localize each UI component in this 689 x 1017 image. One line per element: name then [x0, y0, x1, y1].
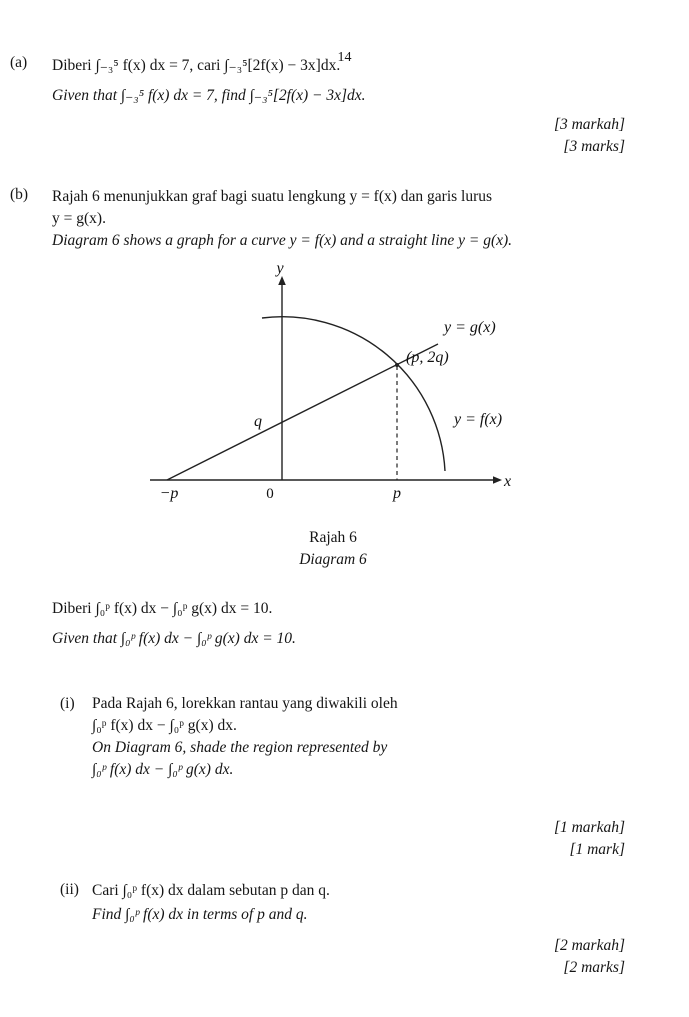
question-a	[10, 54, 625, 158]
origin-label: 0	[266, 486, 274, 502]
given-malay: Diberi ∫₀ᵖ f(x) dx − ∫₀ᵖ g(x) dx = 10.	[52, 600, 273, 617]
intersection-point	[395, 363, 399, 367]
question-b-ii-body	[92, 879, 625, 927]
diagram-6-container	[150, 262, 516, 571]
marks-english: [2 marks]	[563, 959, 625, 976]
page-number: 14	[337, 50, 352, 65]
neg-p-label: −p	[159, 485, 179, 502]
b-ii-malay: Cari ∫₀ᵖ f(x) dx dalam sebutan p dan q.	[92, 882, 330, 899]
question-b-intro-english: Diagram 6 shows a graph for a curve y = f(x) and a straight line y = g(x).	[52, 232, 513, 249]
y-axis-label: y	[276, 260, 284, 277]
p-label: p	[393, 485, 401, 502]
question-a-text-english: Given that ∫₋₃⁵ f(x) dx = 7, find ∫₋₃⁵[2f(x) − 3x]dx.	[52, 87, 366, 104]
marks-english: [3 marks]	[563, 138, 625, 155]
question-b-ii-label: (ii)	[60, 881, 79, 898]
diagram-caption-malay: Rajah 6	[309, 529, 357, 546]
curve-f	[262, 317, 445, 471]
question-b-i	[52, 693, 625, 781]
question-b-i-label: (i)	[60, 695, 75, 712]
point-p-2q-label: (p, 2q)	[406, 349, 449, 366]
question-b-ii	[52, 879, 625, 927]
marks-english: [1 mark]	[569, 841, 625, 858]
question-b-ii-marks	[52, 935, 625, 979]
b-ii-english: Find ∫₀ᵖ f(x) dx in terms of p and q.	[92, 906, 308, 923]
b-i-english-1: On Diagram 6, shade the region represented by	[92, 739, 388, 756]
marks-malay: [2 markah]	[553, 937, 625, 954]
b-i-english-2: ∫₀ᵖ f(x) dx − ∫₀ᵖ g(x) dx.	[92, 761, 234, 778]
exam-page	[0, 50, 689, 1017]
marks-malay: [3 markah]	[553, 116, 625, 133]
b-i-malay-1: Pada Rajah 6, lorekkan rantau yang diwakili oleh	[92, 695, 398, 712]
question-b-i-body	[92, 693, 625, 781]
line-g-label: y = g(x)	[444, 319, 496, 336]
question-a-label: (a)	[10, 54, 28, 71]
question-a-text-malay: Diberi ∫₋₃⁵ f(x) dx = 7, cari ∫₋₃⁵[2f(x) − 3x]dx.	[52, 57, 341, 74]
question-a-body	[52, 54, 625, 158]
given-english: Given that ∫₀ᵖ f(x) dx − ∫₀ᵖ g(x) dx = 10.	[52, 630, 296, 647]
question-a-marks	[52, 114, 625, 158]
diagram-caption-english: Diagram 6	[299, 551, 367, 568]
question-b-intro-malay-1: Rajah 6 menunjukkan graf bagi suatu lengkung y = f(x) dan garis lurus	[52, 188, 493, 205]
curve-f-label: y = f(x)	[454, 411, 503, 428]
b-i-malay-2: ∫₀ᵖ f(x) dx − ∫₀ᵖ g(x) dx.	[92, 717, 237, 734]
question-b-i-marks	[52, 817, 625, 861]
marks-malay: [1 markah]	[553, 819, 625, 836]
question-b-label: (b)	[10, 186, 29, 203]
x-axis-arrow-icon	[493, 476, 502, 484]
diagram-6	[150, 262, 516, 504]
y-axis-arrow-icon	[278, 276, 286, 285]
question-b-given	[52, 597, 625, 651]
question-b-intro-malay-2: y = g(x).	[52, 210, 106, 227]
x-axis-label: x	[504, 473, 512, 490]
question-b	[10, 186, 625, 979]
question-b-body	[52, 186, 625, 979]
q-label: q	[254, 413, 262, 430]
